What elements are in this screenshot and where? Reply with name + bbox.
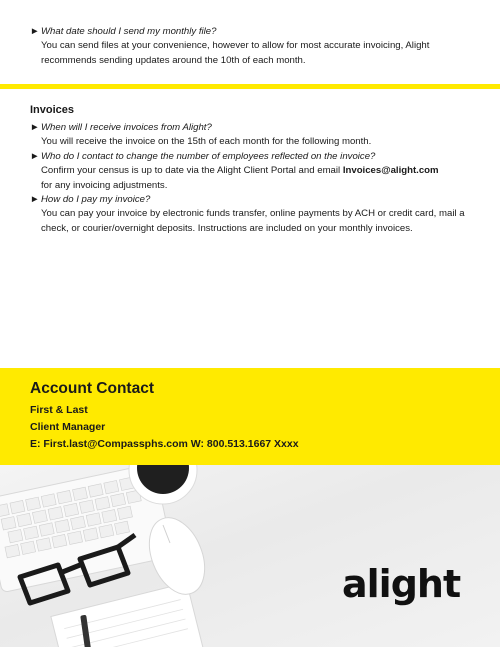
right-pointer-icon: ► [30, 26, 40, 37]
section-title: Invoices [30, 104, 75, 116]
faq-question: ► When will I receive invoices from Alight? [30, 122, 212, 133]
faq-question: ► How do I pay my invoice? [30, 194, 151, 206]
right-pointer-icon: ► [30, 122, 40, 133]
alight-logo: alight [342, 562, 461, 606]
invoices-faq [30, 121, 470, 237]
faq-question: ► What date should I send my monthly file? [30, 26, 217, 37]
desk-illustration [0, 465, 500, 647]
faq-question: ► Who do I contact to change the number of employees reflected on the invoice? [30, 150, 376, 162]
faq-answer: You can send files at your convenience, however to allow for most accurate invoicing, Alight recommends sending updates around the 10th of each month. [41, 40, 430, 66]
email-link[interactable]: Invoices@alight.com [342, 164, 439, 176]
faq-answer: You can pay your invoice by electronic funds transfer, online payments by ACH or credit card, mail a check, or courier/overnight deposits. Instructions are included on your monthly invoices. [41, 208, 465, 235]
faq-answer: Confirm your census is up to date via the Alight Client Portal and email Invoices@alight.com for any invoicing adjustments. [41, 164, 439, 191]
contact-role: Client Manager [30, 421, 106, 433]
contact-title: Account Contact [30, 380, 154, 397]
monthly-file-faq [30, 25, 470, 69]
account-contact-panel [0, 368, 500, 465]
contact-details: E: First.last@Compassphs.com W: 800.513.1667 Xxxx [30, 438, 299, 450]
yellow-divider [0, 84, 500, 89]
desk-photo [0, 465, 500, 647]
right-pointer-icon: ► [30, 194, 40, 206]
right-pointer-icon: ► [30, 150, 40, 162]
contact-name: First & Last [30, 404, 88, 416]
faq-answer: You will receive the invoice on the 15th of each month for the following month. [41, 136, 372, 147]
